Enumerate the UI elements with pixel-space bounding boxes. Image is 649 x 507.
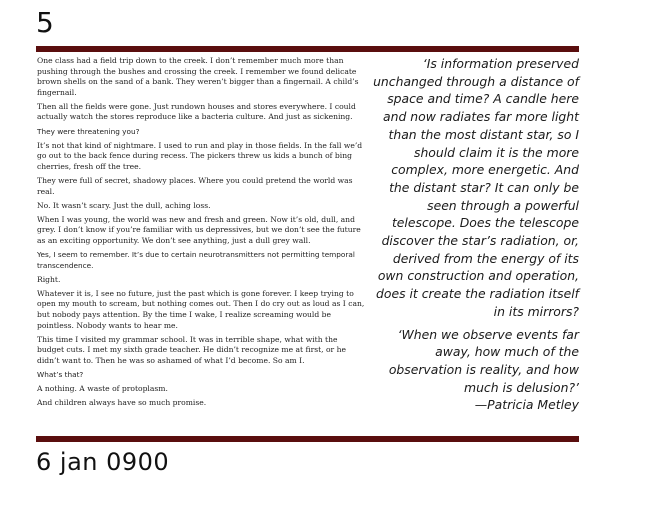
bottom-rule (36, 436, 579, 442)
body-paragraph: One class had a field trip down to the creek. I don’t remember much more than pushing through the bushes and crossing the creek. I remember we found delicate brown shells on the sand of a bank. They weren’t bigger than a fingernail. A child’s fingernail. (37, 56, 359, 97)
top-rule (36, 46, 579, 52)
body-paragraph: This time I visited my grammar school. It was in terrible shape, what with the budget cuts. I met my sixth grade teacher. He didn’t recognize me at first, or he didn’t want to. Then he was so ashamed of what I’d become. So am I. (37, 334, 346, 365)
quote-attribution: —Patricia Metley (474, 397, 579, 413)
body-paragraph: Yes, I seem to remember. It’s due to certain neurotransmitters not permitting temporal transcendence. (37, 250, 355, 270)
chapter-number: 5 (36, 6, 54, 39)
body-paragraph: A nothing. A waste of protoplasm. (37, 384, 168, 394)
body-paragraph: Whatever it is, I see no future, just the past which is gone forever. I keep trying to open my mouth to scream, but nothing comes out. Then I do cry out as loud as I can, but nobody pays attention. By the time I wake, I realize screaming would be pointless. Nobody wants to hear me. (37, 288, 365, 330)
body-paragraph: What’s that? (37, 369, 84, 379)
body-paragraph: When I was young, the world was new and fresh and green. Now it’s old, dull, and grey. I don’t know if you’re familiar with us depressives, but we don’t see the future as an exciting opportunity. We don’t see anything, just a dull grey wall. (37, 214, 361, 245)
body-paragraph: Right. (37, 274, 61, 284)
epigraph-quote (372, 55, 579, 414)
body-paragraph: No. It wasn’t scary. Just the dull, aching loss. (37, 200, 211, 210)
timestamp: 6 jan 0900 (36, 448, 170, 476)
body-paragraph: They were full of secret, shadowy places. Where you could pretend the world was real. (37, 175, 353, 196)
body-paragraph: And children always have so much promise. (37, 398, 207, 408)
body-paragraph: They were threatening you? (37, 126, 140, 136)
body-paragraph: It’s not that kind of nightmare. I used to run and play in those fields. In the fall we’d go out to the back fence during recess. The pickers threw us kids a bunch of bing cherries, fresh off the tree. (37, 140, 363, 171)
body-text-column (37, 56, 365, 412)
body-paragraph: Then all the fields were gone. Just rundown houses and stores everywhere. I could actually watch the stores reproduce like a bacteria culture. And just as sickening. (37, 101, 356, 122)
quote-paragraph: ‘When we observe events far away, how much of the observation is reality, and how much is delusion?’ (388, 326, 579, 395)
quote-paragraph: ‘Is information preserved unchanged through a distance of space and time? A candle here and now radiates far more light than the most distant star, so I should claim it is the more complex, more energetic. And the distant star? It can only be seen through a powerful telescope. Does the telescope discover the star’s radiation, or, derived from the energy of its own construction and operation, does it create the radiation itself in its mirrors? (373, 56, 579, 319)
